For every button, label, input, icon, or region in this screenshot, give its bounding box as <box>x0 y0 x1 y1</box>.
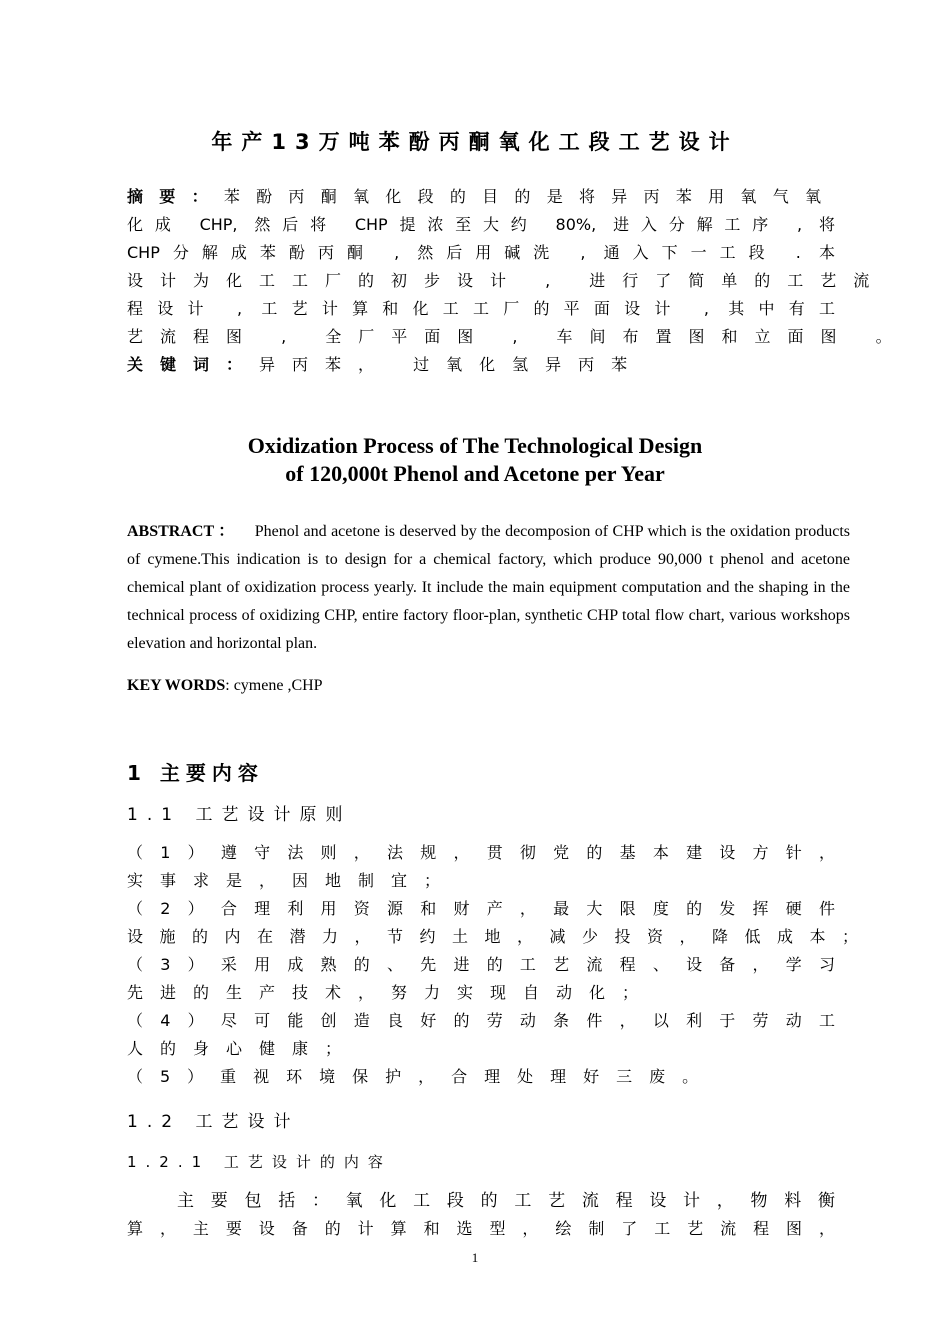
abstract-cn-line: 设计为化工工厂的初步设计 , 进行了简单的工艺流 <box>127 271 887 290</box>
keywords-cn-label: 关键词： <box>127 355 260 374</box>
abstract-en-text: Phenol and acetone is deserved by the decomposion of CHP which is the oxidation products of cymene.This indication is to design for a chemical factory, which produce 90,000 t phenol and acetone chemical plant of oxidization process yearly. It include the main equipment computation and the shaping in the technical process of oxidizing CHP, entire factory floor-plan, synthetic CHP total flow chart, various workshops elevation and horizontal plan. <box>127 523 850 652</box>
chinese-title: 年产13万吨苯酚丙酮氧化工段工艺设计 <box>211 130 739 154</box>
keywords-cn <box>127 351 835 379</box>
abstract-cn-line: CHP分解成苯酚丙酮 , 然后用碱洗 , 通入下一工段 . 本 <box>127 243 835 262</box>
english-title-line-1: Oxidization Process of The Technological Design <box>247 433 703 458</box>
abstract-en <box>127 518 850 658</box>
principle-line: 实事求是，因地制宜； <box>127 871 458 890</box>
english-title-line-2: of 120,000t Phenol and Acetone per Year <box>285 461 665 486</box>
principle-line: （4）尽可能创造良好的劳动条件，以利于劳动工 <box>127 1011 835 1030</box>
principle-line: 人的身心健康； <box>127 1039 359 1058</box>
principle-line: 先进的生产技术，努力实现自动化； <box>127 983 656 1002</box>
abstract-cn-line: 化成 CHP, 然后将 CHP提浓至大约 80%, 进入分解工序 , 将 <box>127 215 835 234</box>
abstract-cn-line: 程设计 , 工艺计算和化工工厂的平面设计 , 其中有工 <box>127 299 835 318</box>
section-1-heading: 1 主要内容 <box>127 761 264 785</box>
principle-line: （5）重视环境保护，合理处理好三废。 <box>127 1067 716 1086</box>
keywords-cn-text: 异丙苯， 过氧化氢异丙苯 <box>259 355 645 374</box>
abstract-cn-line: 艺流程图 , 全厂平面图 , 车间布置图和立面图 。 <box>127 327 909 346</box>
section-1-2-heading: 1.2 工艺设计 <box>127 1112 300 1132</box>
keywords-en-label: KEY WORDS <box>127 677 226 694</box>
content-line: 算，主要设备的计算和选型，绘制了工艺流程图， <box>127 1219 835 1238</box>
principle-line: （1）遵守法则，法规，贯彻党的基本建设方针， <box>127 843 835 862</box>
keywords-en-text: : cymene ,CHP <box>225 677 323 694</box>
principle-line: 设施的内在潜力，节约土地，减少投资，降低成本； <box>127 927 858 946</box>
keywords-en <box>127 672 850 700</box>
content-line: 主要包括：氧化工段的工艺流程设计，物料衡 <box>177 1191 835 1211</box>
section-1-2-1-heading: 1.2.1 工艺设计的内容 <box>127 1153 392 1171</box>
principle-line: （2）合理利用资源和财产，最大限度的发挥硬件 <box>127 899 835 918</box>
principle-line: （3）采用成熟的、先进的工艺流程、设备，学习 <box>127 955 835 974</box>
page-number: 1 <box>471 1250 479 1265</box>
section-1-1-heading: 1.1 工艺设计原则 <box>127 805 352 825</box>
abstract-en-label: ABSTRACT ： <box>127 523 235 540</box>
abstract-cn-text: 苯酚丙酮氧化段的目的是将异丙苯用氧气氧 <box>223 187 835 206</box>
abstract-cn-line <box>127 183 835 211</box>
abstract-cn-label: 摘要： <box>127 187 224 206</box>
